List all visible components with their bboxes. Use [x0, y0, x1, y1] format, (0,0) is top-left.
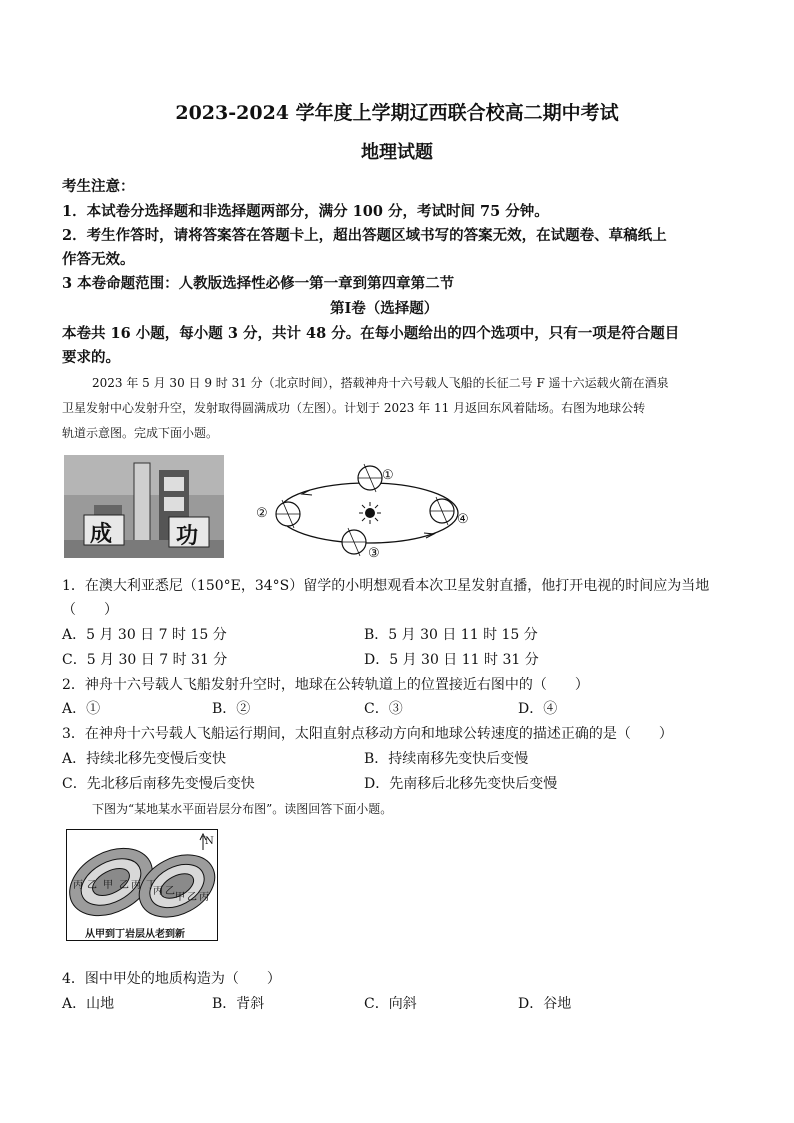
- left-fold-label-4: 乙: [119, 880, 129, 891]
- q3-option-d: D．先南移后北移先变快后变慢: [364, 776, 558, 792]
- orbit-label-3: ③: [368, 546, 380, 561]
- q2-option-d: D．④: [518, 701, 558, 717]
- passage2-line1: 下图为“某地某水平面岩层分布图”。读图回答下面小题。: [92, 802, 393, 816]
- right-fold-label-1: 丁: [146, 880, 156, 891]
- q3-option-c: C．先北移后南移先变慢后变快: [62, 776, 255, 792]
- north-label: N: [205, 836, 214, 847]
- q3-option-a: A．持续北移先变慢后变快: [62, 751, 227, 767]
- exam-subtitle: 地理试题: [361, 142, 433, 163]
- q2-option-b: B．②: [212, 701, 251, 717]
- right-fold-label-3: 乙: [165, 886, 175, 897]
- q4-option-b: B．背斜: [212, 996, 265, 1012]
- notice-item-1: 1．本试卷分选择题和非选择题两部分，满分 100 分，考试时间 75 分钟。: [62, 203, 549, 220]
- orbit-label-1: ①: [382, 468, 394, 483]
- q2-option-a: A．①: [62, 701, 101, 717]
- strata-caption: 从甲到丁岩层从老到新: [85, 929, 185, 940]
- q2-option-c: C．③: [364, 701, 403, 717]
- notice-item-2: 2．考生作答时，请将答案答在答题卡上，超出答题区域书写的答案无效，在试题卷、草稿纸上: [62, 227, 667, 244]
- q1-option-d: D．5 月 30 日 11 时 31 分: [364, 652, 539, 668]
- right-fold-label-2: 丙: [153, 886, 163, 897]
- notice-item-2-cont: 作答无效。: [62, 251, 135, 268]
- right-fold-label-4: 甲: [175, 892, 185, 903]
- orbit-label-4: ④: [457, 512, 469, 527]
- q1-stem-bracket: （ ）: [62, 602, 118, 618]
- exam-title: 2023-2024 学年度上学期辽西联合校高二期中考试: [175, 102, 619, 124]
- section-intro: 本卷共 16 小题，每小题 3 分，共计 48 分。在每小题给出的四个选项中，只有一项是符合题目: [62, 325, 680, 342]
- q1-stem: 1．在澳大利亚悉尼（150°E，34°S）留学的小明想观看本次卫星发射直播，他打开电视的时间应为当地: [62, 578, 710, 594]
- passage1-line3: 轨道示意图。完成下面小题。: [62, 426, 219, 440]
- notice-heading: 考生注意：: [62, 178, 135, 195]
- left-fold-label-3: 甲: [103, 880, 113, 891]
- q3-stem: 3．在神舟十六号载人飞船运行期间，太阳直射点移动方向和地球公转速度的描述正确的是（ ）: [62, 726, 673, 742]
- section-heading: 第Ⅰ卷（选择题）: [330, 300, 439, 317]
- left-fold-label-2: 乙: [87, 880, 97, 891]
- orbit-label-2: ②: [256, 506, 268, 521]
- right-fold-label-5: 乙: [187, 892, 197, 903]
- q4-option-c: C．向斜: [364, 996, 417, 1012]
- strata-map: [66, 829, 218, 941]
- q1-option-c: C．5 月 30 日 7 时 31 分: [62, 652, 228, 668]
- orbit-diagram: [250, 456, 480, 564]
- passage1-line1: 2023 年 5 月 30 日 9 时 31 分（北京时间），搭载神舟十六号载人飞船的长征二号 F 遥十六运载火箭在酒泉: [92, 376, 669, 390]
- photo-char-1: 成: [90, 521, 113, 547]
- q4-stem: 4．图中甲处的地质构造为（ ）: [62, 971, 281, 987]
- q1-option-a: A．5 月 30 日 7 时 15 分: [62, 627, 227, 643]
- q3-option-b: B．持续南移先变快后变慢: [364, 751, 529, 767]
- q2-stem: 2．神舟十六号载人飞船发射升空时，地球在公转轨道上的位置接近右图中的（ ）: [62, 677, 589, 693]
- launch-photo: [64, 455, 224, 558]
- section-intro-cont: 要求的。: [62, 349, 120, 366]
- notice-item-3: 3 本卷命题范围：人教版选择性必修一第一章到第四章第二节: [62, 275, 455, 292]
- right-fold-label-6: 丙: [199, 892, 209, 903]
- q4-option-a: A．山地: [62, 996, 115, 1012]
- q1-option-b: B．5 月 30 日 11 时 15 分: [364, 627, 538, 643]
- q4-option-d: D．谷地: [518, 996, 572, 1012]
- left-fold-label-5: 丙: [131, 880, 141, 891]
- left-fold-label-1: 丙: [73, 880, 83, 891]
- photo-char-2: 功: [176, 523, 199, 549]
- passage1-line2: 卫星发射中心发射升空，发射取得圆满成功（左图）。计划于 2023 年 11 月返回东风着陆场。右图为地球公转: [62, 401, 646, 415]
